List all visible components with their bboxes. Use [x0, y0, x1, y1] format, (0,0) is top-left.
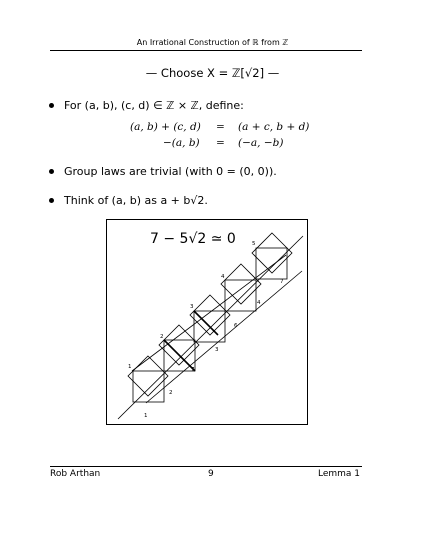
footer-page-number: 9	[208, 469, 214, 479]
point-label: 2	[169, 390, 173, 396]
point-label: 1	[144, 413, 148, 419]
lattice-square	[133, 371, 164, 402]
equation-2-op: =	[216, 137, 225, 149]
point-label: 5	[252, 241, 256, 247]
equation-2-lhs: −(a, b)	[163, 137, 200, 149]
bullet-3	[64, 194, 208, 207]
bullet-2	[64, 165, 277, 178]
point-label: 6	[234, 323, 238, 329]
point-label: 7	[280, 279, 284, 285]
lattice-figure	[106, 219, 308, 425]
header-rule	[50, 50, 362, 51]
equation-1-rhs: (a + c, b + d)	[238, 121, 310, 133]
equation-2-rhs: (−a, −b)	[238, 137, 284, 149]
footer-rule	[50, 466, 362, 467]
bullet-2-text: Group laws are trivial (with 0 = (0, 0)).	[64, 165, 277, 178]
equation-1-lhs: (a, b) + (c, d)	[130, 121, 201, 133]
figure-caption: 7 − 5√2 ≃ 0	[150, 231, 236, 247]
bullet-dot	[49, 198, 54, 203]
figure-frame	[107, 220, 308, 425]
header-title: An Irrational Construction of ℝ from ℤ	[136, 38, 289, 47]
point-label: 2	[160, 334, 164, 340]
footer-section: Lemma 1	[318, 469, 361, 479]
point-label: 3	[190, 304, 194, 310]
bullet-1	[64, 99, 244, 112]
bullet-dot	[49, 169, 54, 174]
diagonal-line	[146, 271, 302, 403]
equation-1-op: =	[216, 121, 225, 133]
bullet-1-text: For (a, b), (c, d) ∈ ℤ × ℤ, define:	[64, 99, 244, 112]
lattice-square	[225, 280, 256, 311]
point-label: 7	[191, 367, 195, 373]
point-label: 4	[221, 274, 225, 280]
diagonal-line	[132, 255, 286, 371]
footer-author: Rob Arthan	[50, 469, 101, 479]
point-label: 4	[257, 300, 261, 306]
slide-title: — Choose X = ℤ[√2] —	[145, 66, 280, 80]
lattice-diamond	[190, 295, 230, 335]
point-label: 3	[215, 347, 219, 353]
bullet-dot	[49, 103, 54, 108]
bullet-3-text: Think of (a, b) as a + b√2.	[64, 194, 208, 207]
point-label: 1	[128, 364, 132, 370]
